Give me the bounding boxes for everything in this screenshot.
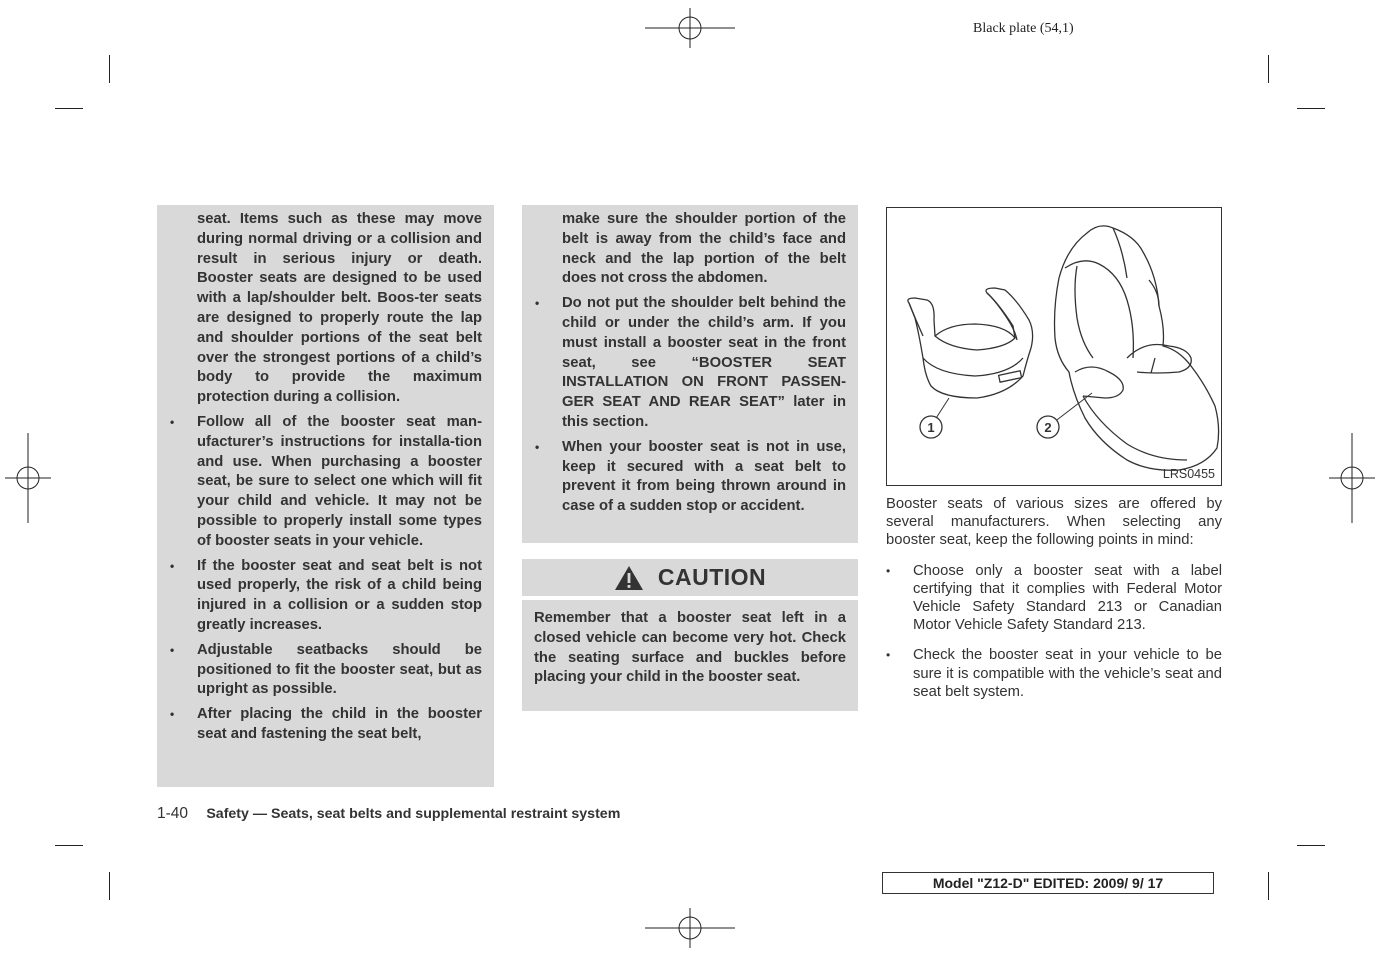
list-item: • After placing the child in the booster seat and fastening the seat belt, [169,705,482,745]
plate-label: Black plate (54,1) [973,21,1074,36]
bullet-icon: • [535,439,540,454]
caution-text: Remember that a booster seat left in a closed vehicle can become very hot. Check the seating surface and buckles before placing your child in the booster seat. [522,600,858,711]
bullet-icon: • [170,707,175,722]
section-title: Safety — Seats, seat belts and supplemental restraint system [206,806,621,822]
booster-seat-illustration [887,208,1221,485]
list-item: • When your booster seat is not in use, keep it secured with a seat belt to prevent it from being thrown around in case of a sudden stop or accident. [534,438,846,517]
body-column-3 [886,495,1222,701]
booster-seat-figure [886,207,1222,486]
page-footer [157,805,620,823]
bullet-icon: • [886,563,891,578]
list-item: • Follow all of the booster seat man-ufacturer’s instructions for installa-tion and use. When purchasing a booster seat, be sure to select one which will fit your child and vehicle. It may not be possible to properly install some types of booster seats in your vehicle. [169,413,482,552]
list-item: • Check the booster seat in your vehicle to be sure it is compatible with the vehicle’s seat and seat belt system. [886,647,1222,700]
bullet-icon: • [170,414,175,429]
registration-mark-right [1329,433,1375,523]
list-item: • Choose only a booster seat with a label certifying that it complies with Federal Motor Vehicle Safety Standard 213 or Canadian Motor Vehicle Safety Standard 213. [886,562,1222,634]
bullet-icon: • [535,296,540,311]
bullet-icon: • [170,558,175,573]
column1-lead: seat. Items such as these may move during normal driving or a collision and result in serious injury or death. Booster seats are designed to be used with a lap/shoulder belt. Boos-ter seats are designed to properly route the lap and shoulder portions of the seat belt over the strongest portions of a child’s body to provide the maximum protection during a collision. [197,211,482,406]
bullet-icon: • [170,642,175,657]
warning-triangle-icon [614,565,644,591]
figure-code: LRS0455 [1162,467,1215,481]
list-item: • Adjustable seatbacks should be positioned to fit the booster seat, but as upright as possible. [169,641,482,700]
column3-intro: Booster seats of various sizes are offered by several manufacturers. When selecting any booster seat, keep the following points in mind: [886,496,1222,549]
list-item: • Do not put the shoulder belt behind the child or under the child’s arm. If you must install a booster seat in the front seat, see “BOOSTER SEAT INSTALLATION ON FRONT PASSEN-GER SEAT AND REAR SEAT” later in this section. [534,294,846,433]
registration-mark-left [5,433,51,523]
caution-header [522,559,858,596]
warning-column-1 [157,205,494,787]
registration-mark-top [645,8,735,48]
column2-lead: make sure the shoulder portion of the belt is away from the child’s face and neck and the lap portion of the belt does not cross the abdomen. [562,211,846,287]
list-item: • If the booster seat and seat belt is not used properly, the risk of a child being injured in a collision or a sudden stop greatly increases. [169,557,482,636]
callout-2: 2 [1044,420,1052,435]
registration-mark-bottom [645,908,735,948]
caution-title: CAUTION [657,564,767,590]
page-number: 1-40 [157,805,189,822]
model-edit-stamp: Model "Z12-D" EDITED: 2009/ 9/ 17 [882,872,1214,894]
warning-column-2 [522,205,858,543]
bullet-icon: • [886,648,891,663]
callout-1: 1 [927,420,935,435]
